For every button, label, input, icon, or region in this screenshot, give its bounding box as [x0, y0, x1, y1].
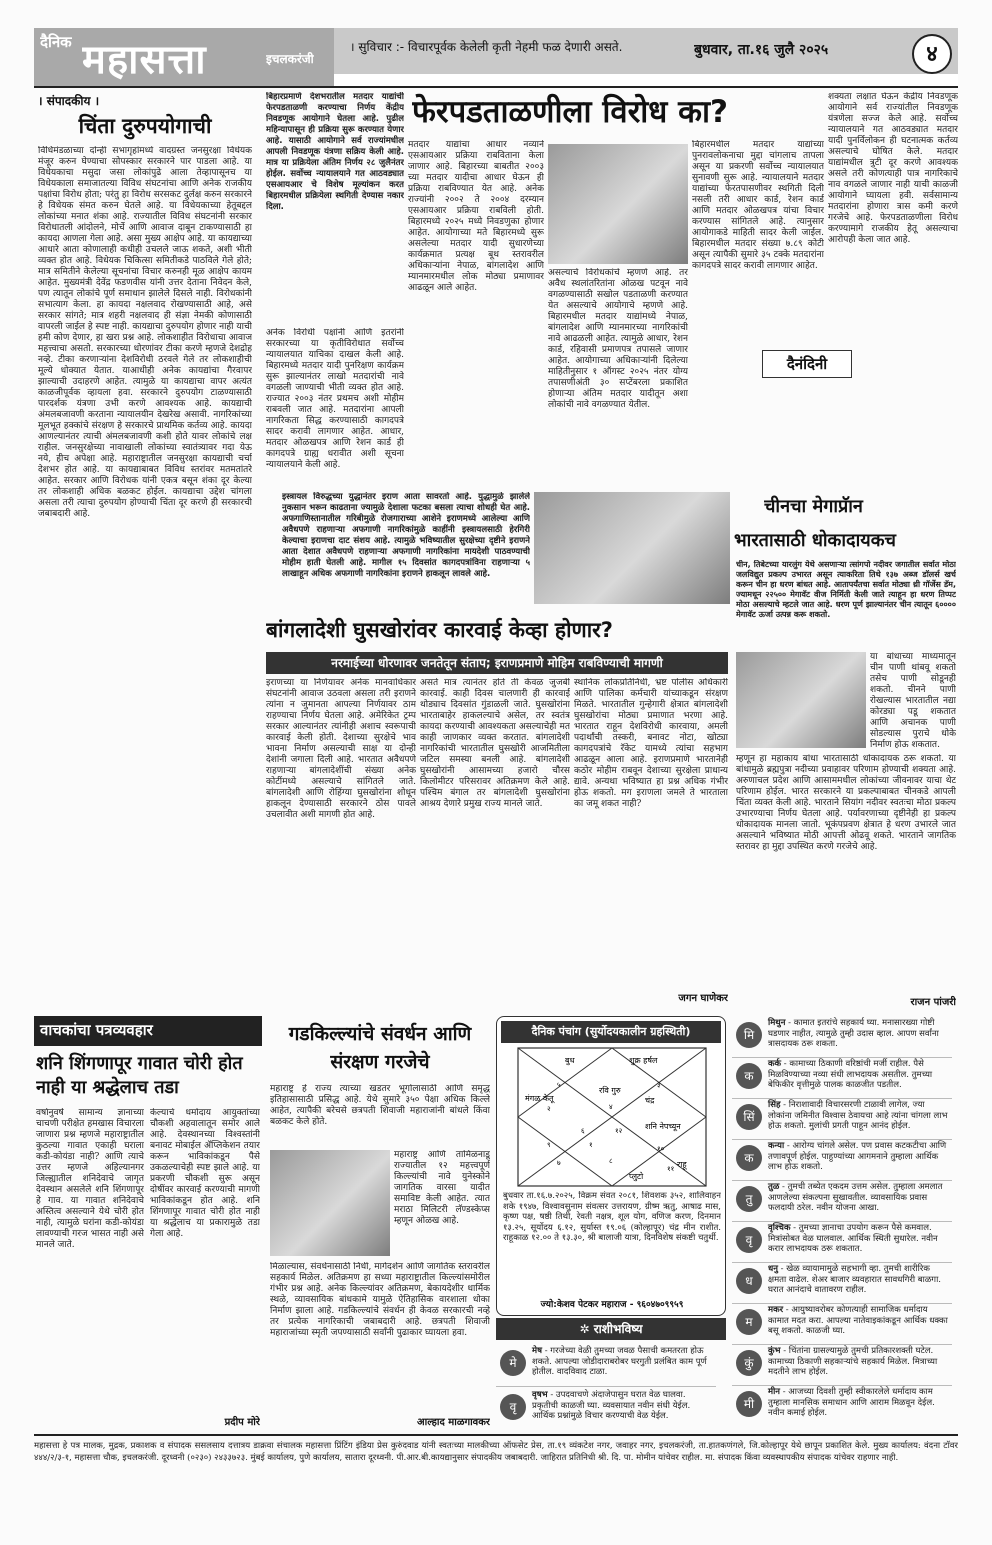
refugee-body1: इराणच्या या निर्णयावर अनेक मानवाधिकार संघटनांनी आवाज उठवला असला तरी इराणने त्यांना न जुमानता आपल्या निर्णयावर ठाम राहण्याचा निर्णय घेतला आहे. अमेरिकेत ट्रम्प सरकार आल्यानंतर त्यांनीही अशाच स्वरूपाची कारवाई केली होती. देशाच्या सुरक्षेचे भाव भावना निर्माण असल्याची साक्ष या दोन्ही देशांनी जगाला दिली आहे. भारतात अवैधपणे राहणाऱ्या बांगलादेशींची संख्या अनेक कोटींमध्ये असल्याचे सांगितले जाते. बांगलादेशी आणि रोहिंग्या घुसखोरांना शोधून हाकलून देण्यासाठी सरकारने ठोस पावले उचलावीत अशी मागणी होत आहे. — [266, 678, 416, 820]
dhanu-icon: ध — [736, 1268, 762, 1294]
rashi-name-kumbh: कुंभ — [768, 1346, 781, 1356]
rashi-name-makar: मकर — [768, 1305, 784, 1315]
rashi-body-makar: आयुष्यावरोबर कोणत्याही सामाजिक धर्मादाय कामात मदत करा. आपल्या नातेवाइकांकडून आर्थिक धक्का बसू शकतो. काळजी घ्या. — [768, 1305, 948, 1336]
editorial-body: विधिमंडळाच्या दोन्ही सभागृहांमध्ये वादग्रस्त जनसुरक्षा विधेयक मंजूर करुन घेण्याचा सोपस्कार सरकारने पार पाडला आहे. या विधेयकाचा मसुदा जसा लोकांपुढे आला तेव्हापासूनच या विधेयकाला समाजातल्या विविध संघटनांचा आणि अनेक राजकीय पक्षांचा विरोध होता; परंतु हा विरोध सरसकट दुर्लक्ष करुन सरकारने हे विधेयक संमत करुन घेतले आहे. या विधेयकाच्या हेतूबद्दल लोकांच्या मनात शंका आहे. राज्यातील विविध संघटनांनी सरकार विरोधातली आंदोलने, मोर्चे आणि आवाज दाबून टाकण्यासाठी हा कायदा आणला गेला आहे. असा मुख्य आक्षेप आहे. या कायद्याच्या आधारे आता कोणालाही कधीही उचलले जाऊ शकते, अशी भीती व्यक्त होत आहे. विधेयक चिकित्सा समितीकडे पाठविले गेले होते; मात्र समितीने केलेल्या सूचनांचा विचार करुनही मूळ आक्षेप कायम आहेत. मुख्यमंत्री देवेंद्र फडणवीस यांनी उत्तर देताना निवेदन केले, पण त्यातून लोकांचे पूर्ण समाधान झालेले दिसले नाही. विरोधकांनी सभात्याग केला. हा कायदा नक्षलवाद रोखण्यासाठी आहे, असे सरकार सांगते; मात्र शहरी नक्षलवाद ही संज्ञा नेमकी कोणासाठी वापरली जाईल हे स्पष्ट नाही. कायद्याचा दुरुपयोग होणार नाही याची हमी कोण देणार, हा खरा प्रश्न आहे. लोकशाहीत विरोधाचा आवाज महत्त्वाचा असतो. सरकारच्या धोरणांवर टीका करणे म्हणजे देशद्रोह नव्हे. टीका करणाऱ्यांना देशविरोधी ठरवले गेले तर लोकशाहीची मूल्ये धोक्यात येतात. याआधीही अनेक कायद्यांचा गैरवापर झाल्याची उदाहरणे आहेत. त्यामुळे या कायद्याचा वापर अत्यंत काळजीपूर्वक व्हायला हवा. सरकारने दुरुपयोग टाळण्यासाठी पारदर्शक यंत्रणा उभी करणे आवश्यक आहे. कायद्याची अंमलबजावणी करताना न्यायालयीन देखरेख असावी. नागरिकांच्या मूलभूत हक्कांचे संरक्षण हे सरकारचे प्राथमिक कर्तव्य आहे. कायदा आणल्यानंतर त्याची अंमलबजावणी कशी होते यावर लोकांचे लक्ष राहील. जनसुरक्षेच्या नावाखाली लोकांच्या स्वातंत्र्यावर गदा येऊ नये, हीच अपेक्षा आहे. महाराष्ट्रातील जनसुरक्षा कायद्याची चर्चा देशभर होत आहे. या कायद्याबाबत विविध स्तरांवर मतमतांतरे आहेत. सरकार आणि विरोधक यांनी एकत्र बसून शंका दूर केल्या तर लोकशाही अधिक बळकट होईल. कायद्याचा उद्देश चांगला असला तरी त्याचा दुरुपयोग होण्याची चिंता दूर करणे ही सरकारची जबाबदारी आहे. — [38, 146, 252, 519]
kundali-num-2: २ — [547, 1105, 551, 1113]
rashi-body-sinh: निराशावादी विचारसरणी टाळावी लागेल, ज्या लोकांना जमिनीत विश्वास ठेवायचा आहे त्यांना चांगला लाभ होऊ शकतो. मुलांची प्रगती पाहून आनंद होईल. — [768, 1100, 948, 1131]
masthead — [34, 28, 958, 88]
kundali-num-0: ५ — [557, 1081, 561, 1089]
letters-byline: प्रदीप मोरे — [224, 1417, 260, 1428]
issue-date: बुधवार, ता.१६ जुलै २०२५ — [694, 42, 829, 58]
rashi-item — [732, 1344, 952, 1386]
china-body1: या बांधाच्या माध्यमातून चीन पाणी थांबवू शकतो तसेच पाणी सोडूनही शकतो. चीनने पाणी रोखल्यास भारतातील नद्या कोरड्या पडू शकतात आणि अचानक पाणी सोडल्यास पुराचे धोके निर्माण होऊ शकतात. — [870, 652, 956, 750]
mithun-icon: मि — [736, 1022, 762, 1048]
kundali-num-8: ७ — [557, 1159, 561, 1167]
rashi-text-kanya: कन्या - आरोग्य चांगले असेल. पण प्रवास कटकटीचा आणि तणावपूर्ण होईल. पाहुण्यांच्या आगमनाने तुम्हाला आर्थिक लाभ होऊ शकतो. — [768, 1141, 947, 1172]
editorial-column — [34, 90, 256, 1008]
makar-icon: म — [736, 1309, 762, 1335]
rashi-body-mesh: गरजेच्या वेळी तुमच्या जवळ पैसाची कमतरता होऊ शकते. आपल्या जोडीदाराबरोबर घरगुती प्रलंबित काम पूर्ण होतील. वादविवाद टाळा. — [532, 1346, 707, 1377]
refugee-headline: बांगलादेशी घुसखोरांवर कारवाई केव्हा होणार? — [266, 618, 613, 642]
kundali-cell-1: शुक्र हर्षल — [629, 1056, 658, 1065]
meen-icon: मी — [736, 1391, 762, 1417]
kundali-cell-3: रवि गुरु — [599, 1086, 621, 1095]
rashi-text-vrishabh: वृषभ - उपदवाचणे अंदाजेपासुन घरात वेळ घालवा. प्रकृतीची काळजी घ्या. व्यवसायात नवीन संधी येईल. आर्थिक प्रश्नांमुळे विचार करण्याची वेळ येईल. — [532, 1390, 691, 1421]
panchang-jyotish: ज्यो:केशव पेटकर महाराज - ९६०४७०९९५९ — [540, 1300, 684, 1310]
letters-body2: केल्याचे धर्मादाय आयुक्तांच्या चौकशी अहवालातून समोर आले आहे. देवस्थानच्या विश्वस्तांनी बनावट मोबाईल ॲप्लिकेशन तयार करून भाविकांकडून पैसे उकळल्याचेही स्पष्ट झाले आहे. या प्रकरणी चौकशी सुरू असून दोषींवर कारवाई करण्याची मागणी भाविकांकडून होत आहे. शनि शिंगणापूर गावात चोरी होत नाही या श्रद्धेलाच या प्रकारामुळे तडा गेला आहे. — [150, 1108, 260, 1239]
rashi-body-vrishchik: तुमच्या ज्ञानाचा उपयोग करून पैसे कमवाल. मित्रांसोबत वेळ घालवाल. आर्थिक स्थिती सुधारेल. नवीन करार लाभदायक ठरू शकतात. — [768, 1223, 938, 1254]
fort-body1: महाराष्ट्र हे राज्य त्याच्या खडतर भूगोलासाठी आणि समृद्ध इतिहासासाठी प्रसिद्ध आहे. येथे सुमारे ३५० पेक्षा अधिक किल्ले आहेत, त्यापैकी बरेचसे छत्रपती शिवाजी महाराजांनी बांधले किंवा बळकट केले होते. — [270, 1084, 490, 1127]
rashi-name-sinh: सिंह — [768, 1100, 781, 1110]
kanya-icon: क — [736, 1145, 762, 1171]
editorial-title: चिंता दुरुपयोगाची — [78, 114, 212, 138]
top-story-headline: फेरपडताळणीला विरोध का? — [412, 94, 728, 130]
rashi-name-kark: कर्क — [768, 1059, 782, 1069]
rashi-item — [732, 1262, 952, 1304]
rashi-item — [732, 1303, 952, 1345]
kundali-num-1: ३ — [657, 1081, 661, 1089]
rashi-name-vrishabh: वृषभ — [532, 1390, 548, 1400]
refugee-body2: असते मात्र त्यानंतर होते ती केवळ जुजबी कारवाई. काही दिवस चालणारी ही कारवाई थोड्याच दिवसांत गुंडाळली जाते. घुसखोरांना भारताबाहेर हाकलल्याचे असेल, तर स्वतंत्र कायदा करण्याची आवश्यकता असल्याचेही मत काही जाणकार व्यक्त करतात. बांगलादेशी नागरिकांची भारतातील घुसखोरी आजमितीला जटिल समस्या बनली आहे. बांगलादेशी घुसखोरांनी आसामच्या हजारो चौरस किलोमीटर परिसरावर अतिक्रमण केले आहे. पश्चिम बंगाल तर बांगलादेशी घुसखोरांना आश्रय देणारे प्रमुख राज्य मानले जाते. — [420, 678, 570, 809]
editorial-section-label: । संपादकीय । — [38, 94, 100, 108]
letters-section — [34, 1016, 262, 1430]
rashi-right — [732, 1016, 958, 1430]
top-story-body5: शक्यता लक्षात घेऊन केंद्रीय निवडणूक आयोगाने सर्व राज्यांतील निवडणूक यंत्रणेला सज्ज केले आहे. सर्वोच्च न्यायालयाने गत आठवड्यात मतदार यादी पुनर्विलोकन ही घटनात्मक कर्तव्य असल्याचे घोषित केले. मतदार याद्यांमधील त्रुटी दूर करणे आवश्यक असले तरी कोणत्याही पात्र नागरिकाचे नाव वगळले जाणार नाही याची काळजी आयोगाने घ्यायला हवी. सर्वसामान्य मतदारांना होणारा त्रास कमी करणे गरजेचे आहे. फेरपडताळणीला विरोध करण्यामागे राजकीय हेतू असल्याचा आरोपही केला जात आहे. — [828, 92, 958, 245]
top-story-intro: बिहारप्रमाणे देशभरातील मतदार याद्यांची फेरपडताळणी करण्याचा निर्णय केंद्रीय निवडणूक आयोगाने घेतला आहे. पुढील महिन्यापासून ही प्रक्रिया सुरू करण्यात येणार आहे. यासाठी आयोगाने सर्व राज्यांमधील आपली निवडणूक यंत्रणा सक्रिय केली आहे. मात्र या प्रक्रियेला अंतिम निर्णय २८ जुलैनंतर होईल. सर्वोच्च न्यायालयाने गत आठवड्यात एसआयआर चे विशेष मूल्यांकन करत बिहारमधील प्रक्रियेला स्थगिती देण्यास नकार दिला. — [266, 92, 404, 212]
refugee-subhead: नरमाईच्या धोरणावर जनतेतून संताप; इराणप्रमाणे मोहिम राबविण्याची मागणी — [266, 652, 728, 674]
imprint-footer: महासत्ता हे पत्र मालक, मुद्रक, प्रकाशक व संपादक ससलसाय दत्तात्रय डाक्रवा संचालक महासत्ता प्रिंटिंग इंडिया प्रेस कुरुंदवाड यांनी स्वतःच्या मालकीच्या ऑफसेट प्रेस, ता.१९ व्यंकटेश नगर, जवाहर नगर, इचलकरंजी, ता.हातकणंगले, जि.कोल्हापूर येथे छापून प्रकाशित केले. मुख्य कार्यालय: वंदना टॉवर ४४४/२/३-१, महासत्ता चौक, इचलकरंजी. दूरध्वनी (०२३०) २४३३७२३. मुंबई कार्यालय, पुणे कार्यालय, सातारा दूरध्वनी. पी.आर.बी.कायद्यानुसार संपादकीय जबाबदारी. जाहिरात प्रतिनिधी श्री. दि. पा. मोमीन यांचेवर राहील. मा. संपादक किंवा व्यवस्थापकीय संपादक यांचेवर राहणार नाही. — [34, 1434, 958, 1514]
china-story — [734, 492, 958, 1012]
rashi-item — [732, 1098, 952, 1140]
sinh-icon: सिं — [736, 1104, 762, 1130]
kundali-num-3: ४ — [609, 1103, 613, 1111]
kundali-chart — [517, 1047, 707, 1187]
panchang-text: बुधवार ता.१६.७.२०२५, विक्रम संवत २०८१, शिवशक ३५२, शालिवाहन शके १९४७, विश्वावसुनाम संवत्सर उत्तरायण, ग्रीष्म ऋतु, आषाढ मास, कृष्ण पक्ष, षष्ठी तिथी, रेवती नक्षत्र, शूल योग, वणिज करण, दिनमान १३.२५, सूर्योदय ६.१२, सुर्यास्त १९.०६ (कोल्हापूर) चंद्र मीन राशीत. राहूकाळ १२.०० ते १३.३०, श्री बालाजी यात्रा, दिनविशेष संकष्टी चतुर्थी. — [503, 1191, 721, 1243]
top-story — [262, 88, 962, 488]
kundali-num-10: १० — [657, 1145, 665, 1153]
refugee-lead: इस्त्रायल विरुद्धच्या युद्धानंतर इराण आता सावरतो आहे. युद्धामुळे झालेले नुकसान भरून काढताना ज्यामुळे देशाला फटका बसला त्याचा शोधही घेत आहे. अफगाणिस्तानातील गरिबीमुळे रोजगाराच्या आशेने इराणमध्ये आलेल्या आणि अवैधपणे राहणाऱ्या अफगाणी नागरिकांमुळे काहींनी इस्त्रायलसाठी हेरगिरी केल्याचा इराणचा दाट संशय आहे. त्यामुळे भविष्यातील सुरक्षेच्या दृष्टीने इराणने आता देशात अवैधपणे राहणाऱ्या अफगाणी नागरिकांना मायदेशी पाठवण्याची मोहीम हाती घेतली आहे. मागील १५ दिवसांत कागदपत्रांविना राहणाऱ्या ५ लाखाहून अधिक अफगाणी नागरिकांना इराणने हाकलून लावले आहे. — [282, 492, 530, 579]
top-story-body4: बिहारमधील मतदार याद्यांच्या पुनरावलोकनाचा मुद्दा चांगलाच तापला असून या प्रकरणी सर्वोच्च न्यायालयात सुनावणी सुरू आहे. न्यायालयाने मतदार याद्यांच्या फेरतपासणीवर स्थगिती दिली नसली तरी आधार कार्ड, रेशन कार्ड आणि मतदार ओळखपत्र यांचा विचार करण्यास सांगितले आहे. त्यानुसार आयोगाकडे माहिती सादर केली जाईल. बिहारमधील मतदार संख्या ७.८९ कोटी असून त्यापैकी सुमारे ३५ टक्के मतदारांना कागदपत्रे सादर करावी लागणार आहेत. — [692, 140, 824, 271]
panchang-box — [496, 1016, 726, 1316]
rashi-left — [496, 1318, 726, 1430]
kundali-num-6: १ — [589, 1141, 593, 1149]
china-lead: चीन, तिबेटच्या यारलुंग येथे असणाऱ्या त्सांगपो नदीवर जगातील सर्वात मोठा जलविद्युत प्रकल्प उभारत असून त्याकरिता तिथे १३७ अब्ज डॉलर्स खर्च करून चीन हा धरण बांधत आहे. आतापर्यंतचा सर्वात मोठ्या थ्री गॉर्जेस डॅम, ज्यामधून २२५०० मेगावॅट वीज निर्मिती केली जाते त्याहून हा धरण तिप्पट मोठा असल्याचे म्हटले जात आहे. धरण पूर्ण झाल्यानंतर चीन त्यातून ६०००० मेगावॅट ऊर्जा उत्पन्न करू शकतो. — [736, 560, 956, 619]
fort-headline: गडकिल्ल्यांचे संवर्धन आणि संरक्षण गरजेचे — [288, 1023, 472, 1073]
kundali-num-5: १२ — [615, 1127, 623, 1135]
rashi-item — [496, 1344, 716, 1387]
rashi-name-vrishchik: वृश्चिक — [768, 1223, 791, 1233]
vrishabh-icon: वृ — [500, 1394, 526, 1420]
fort-story — [266, 1016, 492, 1430]
china-byline: राजन पांजरी — [910, 997, 956, 1008]
rashi-item — [732, 1057, 952, 1099]
rashi-name-dhanu: धनु — [768, 1264, 778, 1274]
logo-city: इचलकरंजी — [266, 52, 314, 66]
logo-block — [34, 28, 334, 88]
rashi-text-vrishchik: वृश्चिक - तुमच्या ज्ञानाचा उपयोग करून पैसे कमवाल. मित्रांसोबत वेळ घालवाल. आर्थिक स्थिती सुधारेल. नवीन करार लाभदायक ठरू शकतात. — [768, 1223, 938, 1254]
rashi-text-mithun: मिथुन - कामात इतरांचे सहकार्य घ्या. मनासारख्या गोष्टी घडणार नाहीत, त्यामुळे तुम्ही उदास व्हाल. आपण सर्वांना त्रासदायक ठरू शकता. — [768, 1018, 939, 1049]
rashi-item — [732, 1180, 952, 1222]
rashi-text-dhanu: धनु - खेळ व्यायामामुळे सहभागी व्हा. तुमची शारीरिक क्षमता वाढेल. शेअर बाजार व्यवहारात सावधगिरी बाळगा. घरात आनंदाचे वातावरण राहील. — [768, 1264, 941, 1295]
suvichar: । सुविचार :- विचारपूर्वक केलेली कृती नेहमी फळ देणारी असते. — [350, 40, 623, 54]
rashi-name-mithun: मिथुन — [768, 1018, 786, 1028]
refugee-body3: स्थानिक लोकप्रतिनिधी, भ्रष्ट पोलीस अधिकारी आणि पालिका कर्मचारी यांच्याकडून संरक्षण मिळते. भारतातील गुन्हेगारी क्षेत्रात बांगलादेशी घुसखोरांचा मोठ्या प्रमाणात भरणा आहे. भारतात राहून देशविरोधी कारवाया, अमली पदार्थांची तस्करी, बनावट नोटा, खोट्या कागदपत्रांचे रॅकेट यामध्ये त्यांचा सहभाग आढळून आला आहे. इराणप्रमाणे भारतानेही कठोर मोहीम राबवून देशाच्या सुरक्षेला प्राधान्य द्यावे. अन्यथा भविष्यात हा प्रश्न अधिक गंभीर होऊ शकतो. मग इराणला जमले ते भारताला का जमू शकत नाही? — [574, 678, 728, 809]
kark-icon: क — [736, 1063, 762, 1089]
rashi-name-kanya: कन्या — [768, 1141, 785, 1151]
kundali-num-9: ८ — [609, 1157, 613, 1165]
fort-body3: मिळाल्यास, संवर्धनासाठी निधी, मार्गदर्शन आणि जागतिक स्तरावरील सहकार्य मिळेल. अतिक्रमण हा सध्या महाराष्ट्रातील किल्ल्यांसमोरील गंभीर प्रश्न आहे. अनेक किल्ल्यांवर अतिक्रमण, बेकायदेशीर धार्मिक स्थळे, व्यावसायिक बांधकामे यामुळे ऐतिहासिक वारशाला धोका निर्माण झाला आहे. गडकिल्ल्यांचे संवर्धन ही केवळ सरकारची नव्हे तर प्रत्येक नागरिकाची जबाबदारी आहे. छत्रपती शिवाजी महाराजांच्या स्मृती जपण्यासाठी सर्वांनी पुढाकार घ्यायला हवा. — [270, 1262, 490, 1338]
china-headline2: भारतासाठी धोकादायकच — [734, 530, 896, 551]
kundali-cell-5: शनि नेपच्यून — [645, 1122, 681, 1131]
rashi-text-makar: मकर - आयुष्यावरोबर कोणत्याही सामाजिक धर्मादाय कामात मदत करा. आपल्या नातेवाइकांकडून आर्थिक धक्का बसू शकतो. काळजी घ्या. — [768, 1305, 948, 1336]
refugee-story — [262, 492, 730, 1012]
fort-byline: आल्हाद माळगावकर — [417, 1417, 490, 1428]
rashi-body-kanya: आरोग्य चांगले असेल. पण प्रवास कटकटीचा आणि तणावपूर्ण होईल. पाहुण्यांच्या आगमनाने तुम्हाला आर्थिक लाभ होऊ शकतो. — [768, 1141, 947, 1172]
rashi-text-mesh: मेष - गरजेच्या वेळी तुमच्या जवळ पैसाची कमतरता होऊ शकते. आपल्या जोडीदाराबरोबर घरगुती प्रलंबित काम पूर्ण होतील. वादविवाद टाळा. — [532, 1346, 707, 1377]
letters-headline: शनि शिंगणापूर गावात चोरी होत नाही या श्रद्धेलाच तडा — [36, 1053, 243, 1098]
tula-icon: तु — [736, 1186, 762, 1212]
dam-photo — [736, 652, 866, 748]
kundali-cell-0: बुध — [565, 1056, 575, 1065]
rashi-text-kumbh: कुंभ - चिंतांना ग्रासल्यामुळे तुमची प्रतिकारशक्ती घटेल. कामाच्या ठिकाणी सहकाऱ्यांचे सहकार्य मिळेल. मित्राच्या मदतीने लाभ होईल. — [768, 1346, 938, 1377]
logo-name: महासत्ता — [82, 37, 207, 83]
rashi-name-meen: मीन — [768, 1387, 781, 1397]
china-headline1: चीनचा मेगाप्रॅान — [764, 496, 863, 517]
kundali-num-7: ९ — [547, 1141, 551, 1149]
top-story-body3: असल्याचे विरोधकांचे म्हणणे आहे. तर अवैध स्थलांतरितांना ओळख पटवून नावे वगळण्यासाठी सखोल पडताळणी करण्यात येत असल्याचे आयोगाचे म्हणणे आहे. बिहारमधील मतदार याद्यांमध्ये नेपाळ, बांगलादेश आणि म्यानमारच्या नागरिकांची नावे आढळली आहेत. त्यामुळे आधार, रेशन कार्ड, रहिवासी प्रमाणपत्र तपासले जाणार आहेत. आयोगाच्या अधिकाऱ्यांनी दिलेल्या माहितीनुसार १ ऑगस्ट २०२५ नंतर योग्य तपासणीअंती ३० सप्टेंबरला प्रकाशित होणाऱ्या अंतिम मतदार यादीतून अशा लोकांची नावे वगळण्यात येतील. — [548, 268, 688, 410]
rashi-name-mesh: मेष — [532, 1346, 542, 1356]
rashi-item — [496, 1388, 716, 1430]
rashi-text-kark: कर्क - कामाच्या ठिकाणी वरिष्ठांची मर्जी राहील. पैसे मिळविण्याच्या नव्या संधी लाभदायक असतील. तुमच्या बेफिकीर वृत्तीमुळे पालक काळजीत पडतील. — [768, 1059, 933, 1090]
panchang-title: दैनिक पंचांग (सुर्योदयकालीन ग्रहस्थिती) — [501, 1021, 721, 1043]
rashi-item — [732, 1221, 952, 1263]
rashi-body-vrishabh: उपदवाचणे अंदाजेपासुन घरात वेळ घालवा. प्रकृतीची काळजी घ्या. व्यवसायात नवीन संधी येईल. आर्थिक प्रश्नांमुळे विचार करण्याची वेळ येईल. — [532, 1390, 691, 1421]
rashi-name-tula: तुळ — [768, 1182, 780, 1192]
logo-daink: दैनिक — [40, 33, 72, 51]
dainandini-label: दैनंदिनी — [762, 350, 852, 378]
rashi-body-kumbh: चिंतांना ग्रासल्यामुळे तुमची प्रतिकारशक्ती घटेल. कामाच्या ठिकाणी सहकाऱ्यांचे सहकार्य मिळेल. मित्राच्या मदतीने लाभ होईल. — [768, 1346, 938, 1377]
kumbh-icon: कुं — [736, 1350, 762, 1376]
china-body2: म्हणून हा महाकाय बांधा भारतासाठी धोकादायक ठरू शकतो. या बांधामुळे ब्रह्मपुत्रा नदीच्या प्रवाहावर परिणाम होण्याची शक्यता आहे. अरुणाचल प्रदेश आणि आसाममधील लोकांच्या जीवनावर याचा थेट परिणाम होईल. भारत सरकारने या प्रकल्पाबाबत चीनकडे आपली चिंता व्यक्त केली आहे. भारताने सियांग नदीवर स्वतःचा मोठा प्रकल्प उभारण्याचा निर्णय घेतला आहे. पर्यावरणाच्या दृष्टीनेही हा प्रकल्प धोकादायक मानला जातो. भूकंपप्रवण क्षेत्रात हे धरण उभारले जात असल्याने भविष्यात मोठी आपत्ती ओढवू शकते. भारताने जागतिक स्तरावर हा मुद्दा उपस्थित करणे गरजेचे आहे. — [736, 754, 956, 852]
vrishchik-icon: वृ — [736, 1227, 762, 1253]
rashi-body-kark: कामाच्या ठिकाणी वरिष्ठांची मर्जी राहील. पैसे मिळविण्याच्या नव्या संधी लाभदायक असतील. तुमच्या बेफिकीर वृत्तीमुळे पालक काळजीत पडतील. — [768, 1059, 933, 1090]
fort-body2: महाराष्ट्र आणि तामिळनाडू राज्यातील १२ महत्त्वपूर्ण किल्ल्यांची नावे युनेस्कोने जागतिक वारसा यादीत समाविष्ट केली आहेत. त्यात मराठा मिलिटरी लॅण्डस्केप्स म्हणून ओळख आहे. — [394, 1150, 490, 1226]
kundali-num-11: ११ — [667, 1165, 675, 1173]
kundali-cell-7: राहू — [677, 1160, 687, 1169]
fort-photo — [270, 1150, 390, 1256]
rashi-text-sinh: सिंह - निराशावादी विचारसरणी टाळावी लागेल, ज्या लोकांना जमिनीत विश्वास ठेवायचा आहे त्यांना चांगला लाभ होऊ शकतो. मुलांची प्रगती पाहून आनंद होईल. — [768, 1100, 948, 1131]
rashi-item — [732, 1016, 952, 1058]
rashi-text-meen: मीन - आजच्या दिवशी तुम्ही स्वीकारलेले धर्मादाय काम तुम्हाला मानसिक समाधान आणि आराम मिळवून देईल. नवीन कमाई होईल. — [768, 1387, 935, 1418]
rashi-body-dhanu: खेळ व्यायामामुळे सहभागी व्हा. तुमची शारीरिक क्षमता वाढेल. शेअर बाजार व्यवहारात सावधगिरी बाळगा. घरात आनंदाचे वातावरण राहील. — [768, 1264, 941, 1295]
refugee-photo — [534, 492, 730, 604]
rashi-body-mithun: कामात इतरांचे सहकार्य घ्या. मनासारख्या गोष्टी घडणार नाहीत, त्यामुळे तुम्ही उदास व्हाल. आपण सर्वांना त्रासदायक ठरू शकता. — [768, 1018, 939, 1049]
kundali-cell-6: प्लुटो — [629, 1172, 644, 1181]
kundali-num-4: ६ — [581, 1127, 585, 1135]
kundali-cell-4: चंद्र — [645, 1096, 655, 1105]
rashi-body-tula: तुमची तब्येत एकदम उत्तम असेल. तुम्हाला अमलात आणलेल्या संकल्पना सुखावतील. व्यावसायिक प्रवास फलदायी ठरेल. नवीन योजना आखा. — [768, 1182, 943, 1213]
top-story-body1: अनेक विरोधी पक्षांनी आणि इतरांनी सरकारच्या या कृतीविरोधात सर्वोच्च न्यायालयात याचिका दाखल केली आहे. बिहारमध्ये मतदार यादी पुनरिक्षण कार्यक्रम सुरू झाल्यानंतर लाखो मतदारांची नावे वगळली जाण्याची भीती व्यक्त होत आहे. राज्यात २००३ नंतर प्रथमच अशी मोहीम राबवली जात आहे. मतदारांना आपली नागरिकता सिद्ध करण्यासाठी कागदपत्रे सादर करावी लागणार आहेत. आधार, मतदार ओळखपत्र आणि रेशन कार्ड ही कागदपत्रे ग्राह्य धरावीत अशी सूचना न्यायालयाने केली आहे. — [266, 328, 404, 470]
page-number: ४ — [912, 34, 952, 74]
top-story-body2: मतदार याद्यांचा आधार नव्याने एसआयआर प्रक्रिया राबविताना केला जाणार आहे. बिहारच्या बाबतीत २००३ च्या मतदार यादीचा आधार घेऊन ही प्रक्रिया राबविण्यात येत आहे. अनेक राज्यांनी २००२ ते २००४ दरम्यान एसआयआर प्रक्रिया राबविली होती. बिहारमध्ये २०२५ मध्ये निवडणुका होणार आहेत. आयोगाच्या मते बिहारमध्ये सुरू असलेल्या मतदार यादी सुधारणेच्या कार्यक्रमात प्रत्यक्ष बूथ स्तरावरील अधिकाऱ्यांना नेपाळ, बांगलादेश आणि म्यानमारमधील लोक मोठ्या प्रमाणावर आढळून आले आहेत. — [408, 140, 544, 293]
rashi-item — [732, 1385, 952, 1429]
letters-section-label: वाचकांचा पत्रव्यवहार — [34, 1016, 262, 1046]
voting-photo — [548, 144, 688, 264]
rashi-title: ✲ राशीभविष्य — [496, 1318, 726, 1340]
mesh-icon: मे — [500, 1350, 526, 1376]
refugee-byline: जगन घाणेकर — [678, 993, 728, 1004]
letters-body1: वर्षानुवर्षे सामान्य ज्ञानाच्या चाचणी परीक्षेत हमखास विचारला जाणारा प्रश्न म्हणजे महाराष्ट्रातील कुठल्या गावात एकाही घराला कडी-कोयंडा नाही? आणि त्याचे उत्तर म्हणजे अहिल्यानगर जिल्ह्यातील शनिदेवाचे जागृत देवस्थान असलेले शनि शिंगणापूर हे गाव. या गावात शनिदेवाचे अस्तित्व असल्याने येथे चोरी होत नाही, त्यामुळे घरांना कडी-कोयंडा लावण्याची गरज भासत नाही असे मानले जाते. — [36, 1108, 144, 1250]
rashi-item — [732, 1139, 952, 1181]
rashi-text-tula: तुळ - तुमची तब्येत एकदम उत्तम असेल. तुम्हाला अमलात आणलेल्या संकल्पना सुखावतील. व्यावसायिक प्रवास फलदायी ठरेल. नवीन योजना आखा. — [768, 1182, 943, 1213]
kundali-cell-2: मंगळ केतू — [525, 1094, 554, 1103]
rashi-body-meen: आजच्या दिवशी तुम्ही स्वीकारलेले धर्मादाय काम तुम्हाला मानसिक समाधान आणि आराम मिळवून देईल. नवीन कमाई होईल. — [768, 1387, 935, 1418]
